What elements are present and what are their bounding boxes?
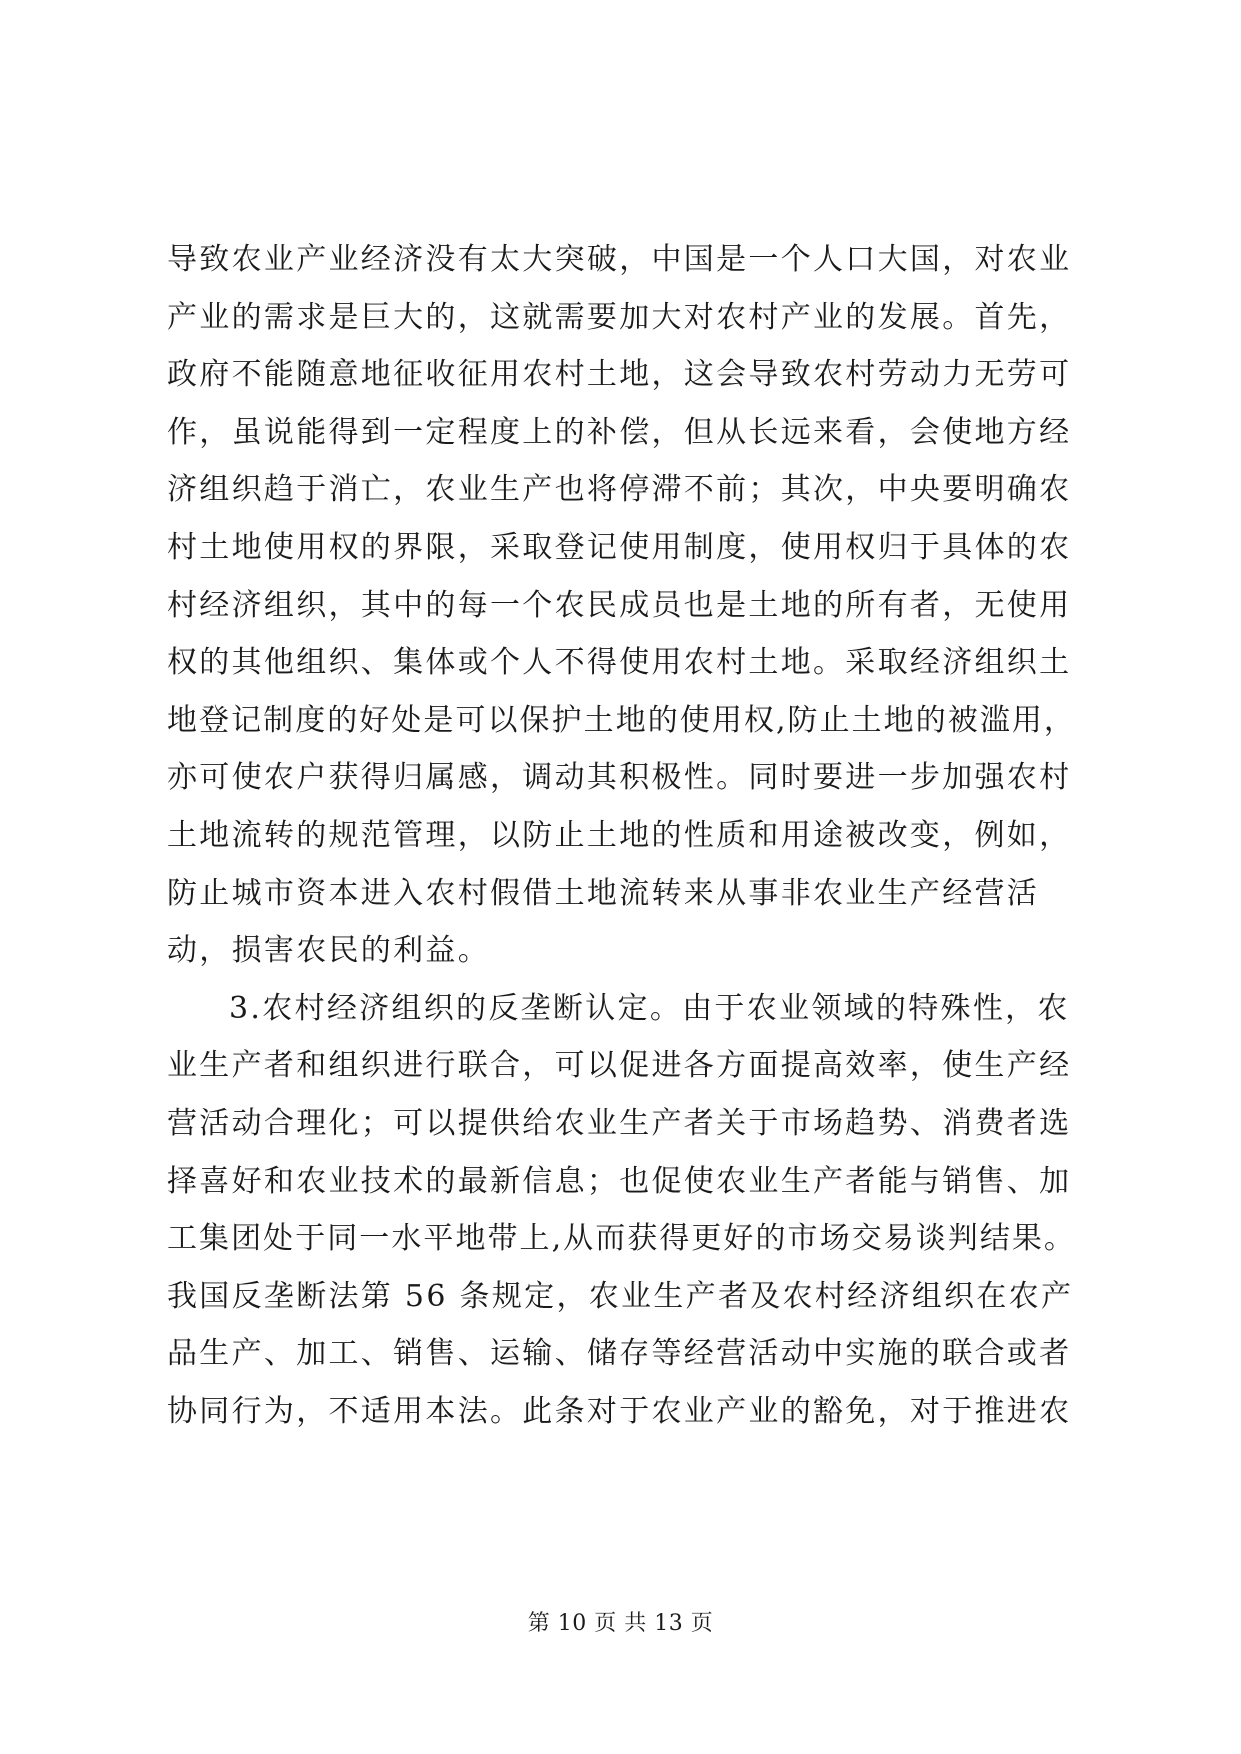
text-line: 动，损害农民的利益。	[167, 933, 490, 969]
text-line: 择喜好和农业技术的最新信息；也促使农业生产者能与销售、加	[167, 1163, 1072, 1199]
text-line: 业生产者和组织进行联合，可以促进各方面提高效率，使生产经	[167, 1048, 1072, 1084]
text-line: 协同行为，不适用本法。此条对于农业产业的豁免，对于推进农	[167, 1393, 1072, 1429]
body-text	[167, 231, 1077, 1440]
text-line: 权的其他组织、集体或个人不得使用农村土地。采取经济组织土	[167, 645, 1072, 681]
text-line: 防止城市资本进入农村假借土地流转来从事非农业生产经营活	[167, 875, 1040, 911]
text-line: 营活动合理化；可以提供给农业生产者关于市场趋势、消费者选	[167, 1105, 1072, 1141]
text-line: 作，虽说能得到一定程度上的补偿，但从长远来看，会使地方经	[167, 414, 1072, 450]
text-line: 村经济组织，其中的每一个农民成员也是土地的所有者，无使用	[167, 587, 1072, 623]
text-line: 地登记制度的好处是可以保护土地的使用权,防止土地的被滥用，	[167, 702, 1076, 738]
text-line: 土地流转的规范管理，以防止土地的性质和用途被改变，例如，	[167, 817, 1072, 853]
text-line: 政府不能随意地征收征用农村土地，这会导致农村劳动力无劳可	[167, 357, 1072, 393]
page-number-footer: 第 10 页 共 13 页	[527, 1611, 714, 1636]
text-line: 品生产、加工、销售、运输、储存等经营活动中实施的联合或者	[167, 1336, 1072, 1372]
text-line: 导致农业产业经济没有太大突破，中国是一个人口大国，对农业	[167, 242, 1072, 277]
text-line: 村土地使用权的界限，采取登记使用制度，使用权归于具体的农	[167, 529, 1072, 565]
text-line: 产业的需求是巨大的，这就需要加大对农村产业的发展。首先，	[167, 299, 1072, 335]
paragraph-2-first-line: 3.农村经济组织的反垄断认定。由于农业领域的特殊性，农	[229, 990, 1070, 1026]
text-line: 工集团处于同一水平地带上,从而获得更好的市场交易谈判结果。	[167, 1221, 1076, 1257]
text-line: 亦可使农户获得归属感，调动其积极性。同时要进一步加强农村	[167, 760, 1072, 796]
text-line: 我国反垄断法第 56 条规定，农业生产者及农村经济组织在农产	[167, 1278, 1074, 1314]
text-line: 济组织趋于消亡，农业生产也将停滞不前；其次，中央要明确农	[167, 472, 1072, 508]
